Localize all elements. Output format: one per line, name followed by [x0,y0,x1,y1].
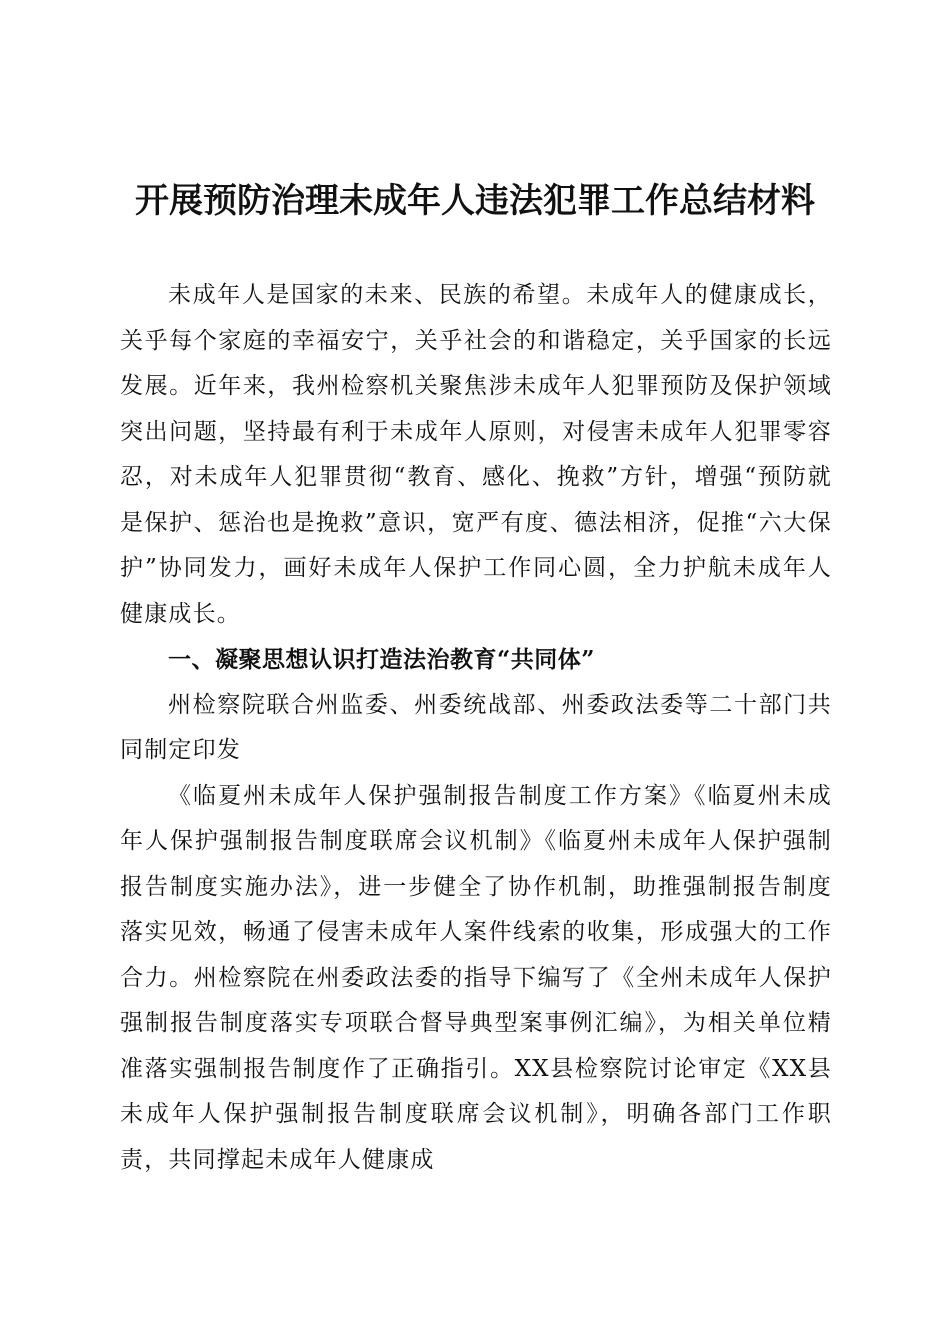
paragraph-intro: 未成年人是国家的未来、民族的希望。未成年人的健康成长，关乎每个家庭的幸福安宁，关乎社会的和谐稳定，关乎国家的长远发展。近年来，我州检察机关聚焦涉未成年人犯罪预防及保护领域突出问题，坚持最有利于未成年人原则，对侵害未成年人犯罪零容忍，对未成年人犯罪贯彻“教育、感化、挽救”方针，增强“预防就是保护、惩治也是挽救”意识，宽严有度、德法相济，促推“六大保护”协同发力，画好未成年人保护工作同心圆，全力护航未成年人健康成长。 [120,282,832,627]
document-body [120,273,832,1183]
document-title: 开展预防治理未成年人违法犯罪工作总结材料 [135,181,815,221]
paragraph-section1-detail: 《临夏州未成年人保护强制报告制度工作方案》《临夏州未成年人保护强制报告制度联席会议机制》《临夏州未成年人保护强制报告制度实施办法》，进一步健全了协作机制，助推强制报告制度落实见效，畅通了侵害未成年人案件线索的收集，形成强大的工作合力。州检察院在州委政法委的指导下编写了《全州未成年人保护强制报告制度落实专项联合督导典型案事例汇编》，为相关单位精准落实强制报告制度作了正确指引。XX县检察院讨论审定《XX县未成年人保护强制报告制度联席会议机制》，明确各部门工作职责，共同撑起未成年人健康成 [120,782,832,1173]
paragraph-section1-lead: 州检察院联合州监委、州委统战部、州委政法委等二十部门共同制定印发 [120,691,832,763]
section-heading-1: 一、凝聚思想认识打造法治教育“共同体” [168,646,595,673]
